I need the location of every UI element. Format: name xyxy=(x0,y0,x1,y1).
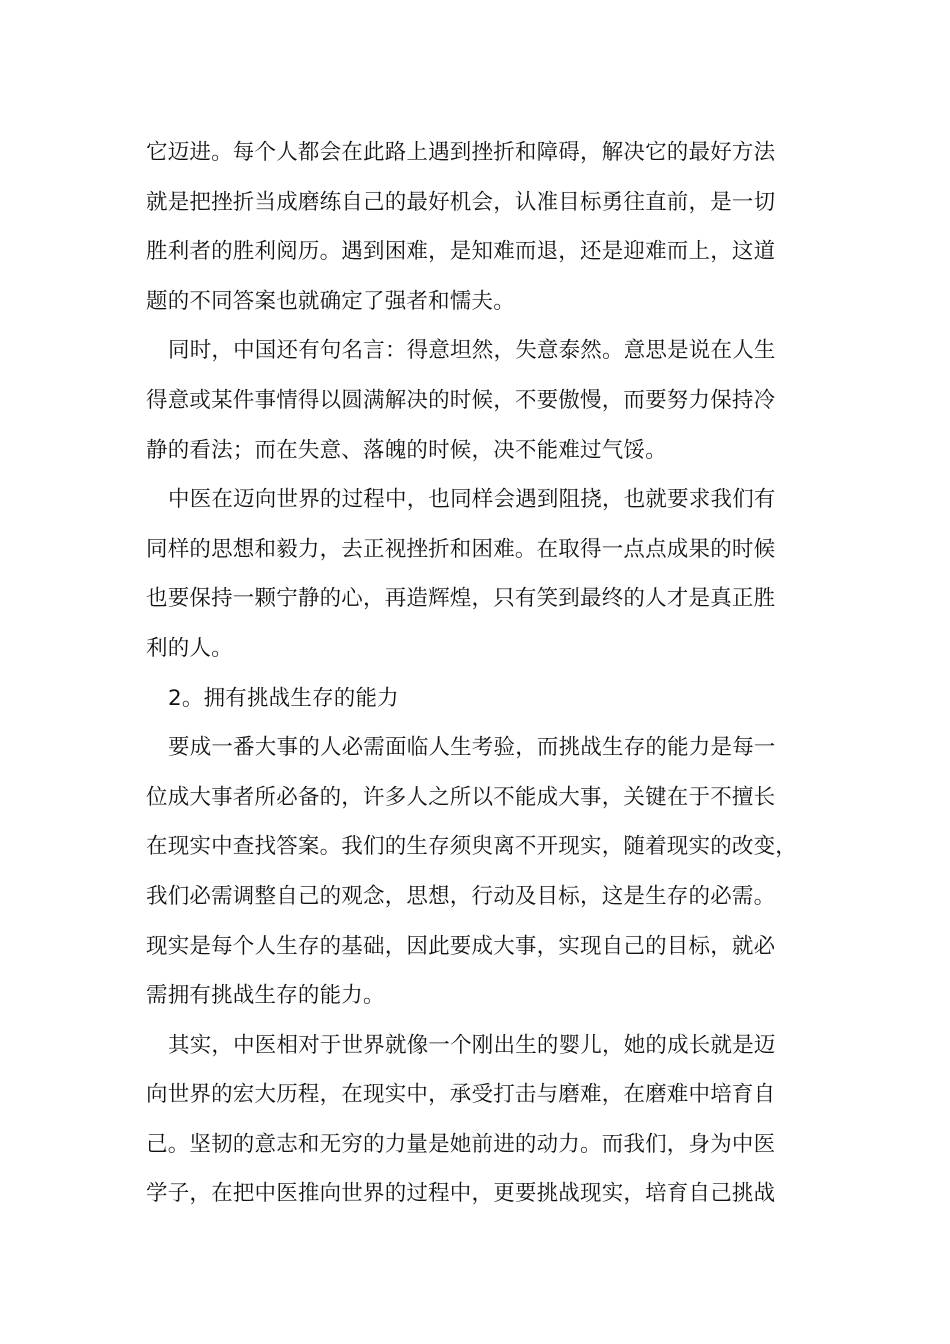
text-line: 中医在迈向世界的过程中，也同样会遇到阻挠，也就要求我们有 xyxy=(168,487,776,513)
text-line: 题的不同答案也就确定了强者和懦夫。 xyxy=(146,288,515,314)
text-line: 就是把挫折当成磨练自己的最好机会，认准目标勇往直前，是一切 xyxy=(146,189,776,215)
text-line: 向世界的宏大历程，在现实中，承受打击与磨难，在磨难中培育自 xyxy=(146,1082,776,1108)
paragraph-2 xyxy=(146,326,812,475)
text-line: 需拥有挑战生存的能力。 xyxy=(146,983,385,1009)
text-line: 要成一番大事的人必需面临人生考验，而挑战生存的能力是每一 xyxy=(168,735,776,761)
text-line: 现实是每个人生存的基础，因此要成大事，实现自己的目标，就必 xyxy=(146,933,776,959)
paragraph-5 xyxy=(146,1021,812,1219)
text-line: 其实，中医相对于世界就像一个刚出生的婴儿，她的成长就是迈 xyxy=(168,1032,776,1058)
text-line: 学子，在把中医推向世界的过程中，更要挑战现实，培育自己挑战 xyxy=(146,1181,776,1207)
text-line: 它迈进。每个人都会在此路上遇到挫折和障碍，解决它的最好方法 xyxy=(146,140,776,165)
text-line: 己。坚韧的意志和无穷的力量是她前进的动力。而我们，身为中医 xyxy=(146,1131,776,1157)
section-heading xyxy=(146,674,812,724)
text-line: 静的看法；而在失意、落魄的时候，决不能难过气馁。 xyxy=(146,437,667,463)
text-line: 位成大事者所必备的，许多人之所以不能成大事，关键在于不擅长 xyxy=(146,784,776,810)
document-body xyxy=(146,128,812,1219)
text-line: 同样的思想和毅力，去正视挫折和困难。在取得一点点成果的时候 xyxy=(146,536,776,562)
paragraph-3 xyxy=(146,475,812,673)
text-line: 利的人。 xyxy=(146,635,233,661)
text-line: 我们必需调整自己的观念，思想，行动及目标，这是生存的必需。 xyxy=(146,883,776,909)
text-line: 也要保持一颗宁静的心，再造辉煌，只有笑到最终的人才是真正胜 xyxy=(146,586,776,612)
text-line: 在现实中查找答案。我们的生存须臾离不开现实，随着现实的改变， xyxy=(146,834,798,860)
paragraph-4 xyxy=(146,723,812,1021)
paragraph-1 xyxy=(146,128,812,326)
text-line: 得意或某件事情得以圆满解决的时候，不要傲慢，而要努力保持冷 xyxy=(146,387,776,413)
heading-line: 2。拥有挑战生存的能力 xyxy=(168,685,399,711)
text-line: 胜利者的胜利阅历。遇到困难，是知难而退，还是迎难而上，这道 xyxy=(146,239,776,265)
text-line: 同时，中国还有句名言：得意坦然，失意泰然。意思是说在人生 xyxy=(168,338,776,364)
